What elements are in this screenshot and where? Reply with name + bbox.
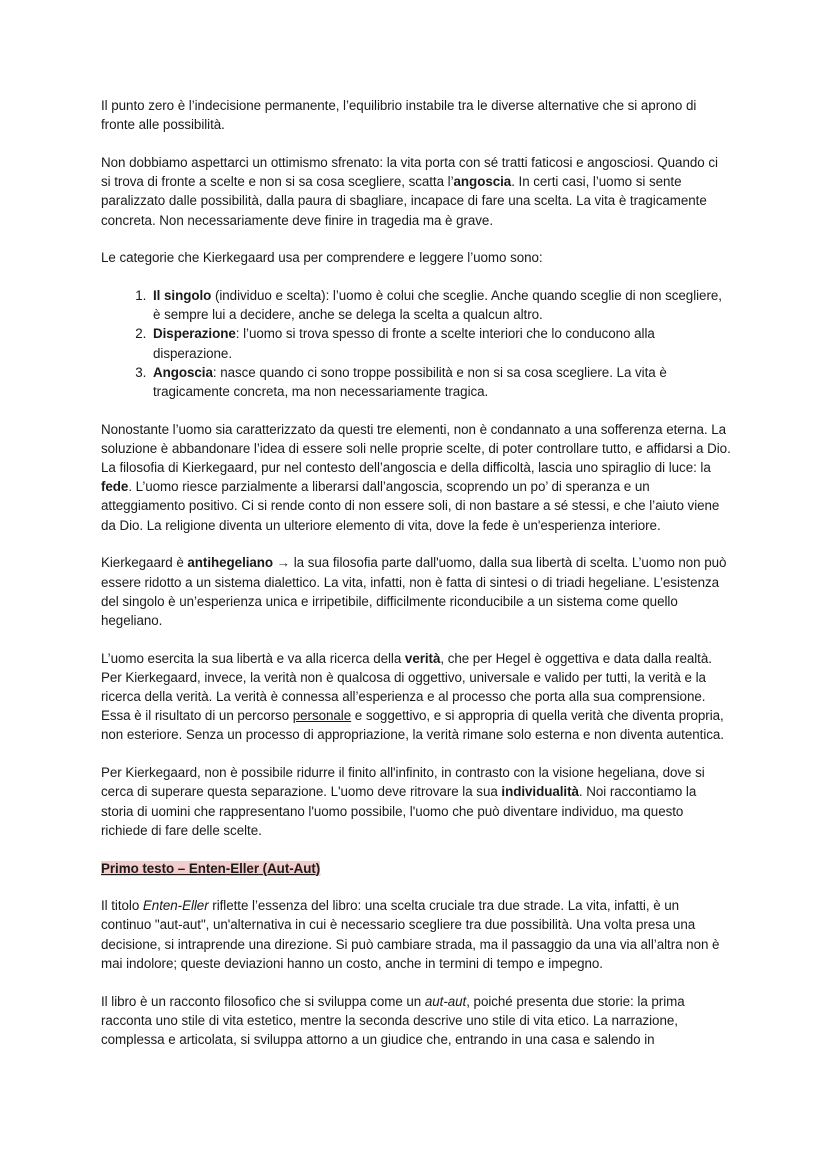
- paragraph-categorie: Le categorie che Kierkegaard usa per comprendere e leggere l’uomo sono:: [101, 250, 543, 266]
- paragraph-angoscia: Non dobbiamo aspettarci un ottimismo sfrenato: la vita porta con sé tratti faticosi e angosciosi. Quando ci si trova di fronte a scelte e non si sa cosa scegliere, scatta l’angoscia. In certi casi, l’uomo si sente paralizzato dalle possibilità, dalla paura di sbagliare, incapace di fare una scelta. La vita è tragicamente concreta. Non necessariamente deve finire in tragedia ma è grave.: [101, 154, 718, 228]
- italic-aut-aut: aut-aut: [424, 993, 467, 1009]
- italic-enten-eller: Enten-Eller: [142, 898, 209, 914]
- paragraph-antihegeliano: Kierkegaard è antihegeliano → la sua filosofia parte dall'uomo, dalla sua libertà di scelta. L’uomo non può essere ridotto a un sistema dialettico. La vita, infatti, non è fatta di sintesi o di triadi hegeliane. L’esistenza del singolo è un’esperienza unica e irripetibile, difficilmente riconducibile a un sistema come quello hegeliano.: [101, 555, 727, 628]
- categories-list: [101, 286, 731, 401]
- bold-verita: verità: [404, 650, 441, 666]
- list-item: 2. Disperazione: l’uomo si trova spesso di fronte a scelte interiori che lo conducono alla disperazione.: [150, 324, 731, 362]
- paragraph-titolo: Il titolo Enten-Eller riflette l’essenza del libro: una scelta cruciale tra due strade. La vita, infatti, è un continuo "aut-aut", un'alternativa in cui è necessario scegliere tra due possibilità. Una volta presa una decisione, si intraprende una direzione. Si può cambiare strada, ma il passaggio da una via all’altra non è mai indolore; queste deviazioni hanno un costo, anche in termini di tempo e impegno.: [101, 898, 720, 971]
- paragraph-individualita: Per Kierkegaard, non è possibile ridurre il finito all'infinito, in contrasto con la visione hegeliana, dove si cerca di superare questa separazione. L'uomo deve ritrovare la sua individualità. Noi raccontiamo la storia di uomini che rappresentano l'uomo possibile, l'uomo che può diventare individuo, ma questo richiede di fare delle scelte.: [101, 765, 705, 838]
- paragraph-libro: Il libro è un racconto filosofico che si sviluppa come un aut-aut, poiché presenta due storie: la prima racconta uno stile di vita estetico, mentre la seconda descrive uno stile di vita etico. La narrazione, complessa e articolata, si sviluppa attorno a un giudice che, entrando in una casa e salendo in: [101, 993, 685, 1047]
- paragraph-punto-zero: Il punto zero è l’indecisione permanente, l’equilibrio instabile tra le diverse alternative che si aprono di fronte alle possibilità.: [101, 98, 697, 133]
- paragraph-verita: L’uomo esercita la sua libertà e va alla ricerca della verità, che per Hegel è oggettiva e data dalla realtà. Per Kierkegaard, invece, la verità non è qualcosa di oggettivo, universale e valido per tutti, la verità e la ricerca della verità. La verità è connessa all’esperienza e al processo che porta alla sua comprensione. Essa è il risultato di un percorso personale e soggettivo, e si appropria di quella verità che diventa propria, non esteriore. Senza un processo di appropriazione, la verità rimane solo esterna e non diventa autentica.: [101, 650, 724, 743]
- bold-fede: fede: [101, 479, 129, 495]
- bold-individualita: individualità: [501, 784, 579, 800]
- document-page: [101, 96, 731, 1068]
- underline-personale: personale: [292, 708, 352, 724]
- bold-angoscia: angoscia: [453, 174, 512, 190]
- bold-antihegeliano: antihegeliano: [187, 555, 274, 571]
- section-heading: Primo testo – Enten-Eller (Aut-Aut): [101, 860, 321, 876]
- paragraph-fede: Nonostante l’uomo sia caratterizzato da questi tre elementi, non è condannato a una sofferenza eterna. La soluzione è abbandonare l’idea di essere soli nelle proprie scelte, di poter controllare tutto, e affidarsi a Dio. La filosofia di Kierkegaard, pur nel contesto dell’angoscia e della difficoltà, lascia uno spiraglio di luce: la fede. L’uomo riesce parzialmente a liberarsi dall’angoscia, scoprendo un po’ di speranza e un atteggiamento positivo. Ci si rende conto di non essere soli, di non bastare a sé stessi, e che l’aiuto viene da Dio. La religione diventa un ulteriore elemento di vita, dove la fede è un'esperienza interiore.: [101, 421, 731, 533]
- list-item: 1. Il singolo (individuo e scelta): l’uomo è colui che sceglie. Anche quando sceglie di non scegliere, è sempre lui a decidere, anche se delega la scelta a qualcun altro.: [150, 286, 731, 324]
- list-item: 3. Angoscia: nasce quando ci sono troppe possibilità e non si sa cosa scegliere. La vita è tragicamente concreta, ma non necessariamente tragica.: [150, 363, 731, 401]
